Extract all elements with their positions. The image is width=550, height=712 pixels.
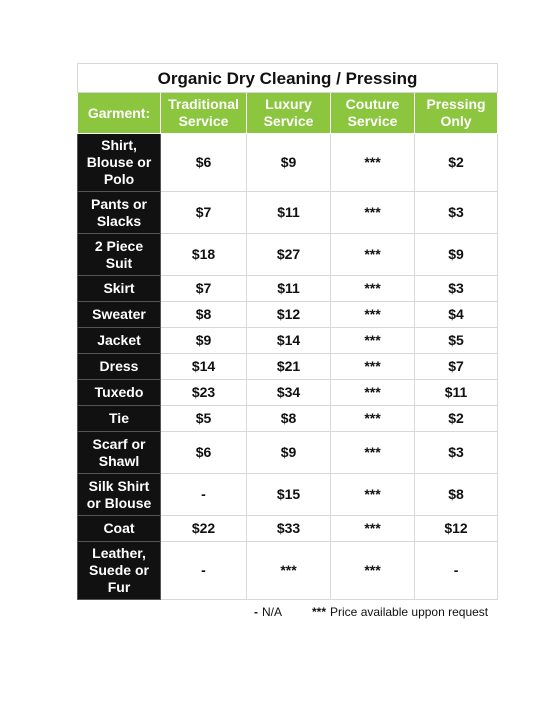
price-cell-luxury: *** xyxy=(247,542,331,600)
price-cell-couture: *** xyxy=(331,302,415,328)
price-cell-couture: *** xyxy=(331,432,415,474)
price-cell-traditional: $7 xyxy=(161,192,247,234)
price-cell-couture: *** xyxy=(331,134,415,192)
price-cell-luxury: $27 xyxy=(247,234,331,276)
price-cell-traditional: $9 xyxy=(161,328,247,354)
price-cell-pressing: $4 xyxy=(415,302,498,328)
legend-request-symbol: *** xyxy=(312,605,327,619)
price-cell-luxury: $8 xyxy=(247,406,331,432)
table-row xyxy=(78,432,498,474)
price-cell-traditional: $18 xyxy=(161,234,247,276)
garment-cell: Coat xyxy=(78,516,161,542)
price-cell-couture: *** xyxy=(331,276,415,302)
price-cell-traditional: $6 xyxy=(161,134,247,192)
table-row xyxy=(78,234,498,276)
legend-na xyxy=(254,605,282,619)
column-header-couture: Couture Service xyxy=(331,93,415,134)
legend-na-text: N/A xyxy=(262,605,283,619)
legend-na-symbol: - xyxy=(254,605,258,619)
price-cell-pressing: $3 xyxy=(415,276,498,302)
price-cell-couture: *** xyxy=(331,516,415,542)
price-cell-pressing: $12 xyxy=(415,516,498,542)
price-cell-luxury: $9 xyxy=(247,432,331,474)
price-cell-luxury: $33 xyxy=(247,516,331,542)
price-cell-pressing: $11 xyxy=(415,380,498,406)
price-cell-pressing: $3 xyxy=(415,432,498,474)
column-header-luxury: Luxury Service xyxy=(247,93,331,134)
table-row xyxy=(78,302,498,328)
price-cell-pressing: $2 xyxy=(415,134,498,192)
price-cell-traditional: $23 xyxy=(161,380,247,406)
table-row xyxy=(78,134,498,192)
price-cell-traditional: $22 xyxy=(161,516,247,542)
price-cell-couture: *** xyxy=(331,354,415,380)
price-table-body xyxy=(78,134,498,600)
price-cell-luxury: $12 xyxy=(247,302,331,328)
price-cell-pressing: $3 xyxy=(415,192,498,234)
price-cell-couture: *** xyxy=(331,542,415,600)
price-cell-pressing: $9 xyxy=(415,234,498,276)
table-row xyxy=(78,276,498,302)
legend-request xyxy=(312,605,488,619)
table-row xyxy=(78,328,498,354)
price-cell-luxury: $11 xyxy=(247,192,331,234)
garment-cell: 2 Piece Suit xyxy=(78,234,161,276)
legend-request-text: Price available uppon request xyxy=(330,605,489,619)
price-cell-couture: *** xyxy=(331,328,415,354)
price-cell-traditional: $6 xyxy=(161,432,247,474)
garment-cell: Scarf or Shawl xyxy=(78,432,161,474)
table-row xyxy=(78,474,498,516)
garment-cell: Pants or Slacks xyxy=(78,192,161,234)
price-cell-traditional: $14 xyxy=(161,354,247,380)
price-cell-luxury: $34 xyxy=(247,380,331,406)
price-cell-luxury: $15 xyxy=(247,474,331,516)
price-cell-couture: *** xyxy=(331,192,415,234)
price-cell-couture: *** xyxy=(331,474,415,516)
garment-cell: Skirt xyxy=(78,276,161,302)
garment-cell: Tuxedo xyxy=(78,380,161,406)
table-row xyxy=(78,406,498,432)
price-cell-luxury: $14 xyxy=(247,328,331,354)
price-cell-luxury: $11 xyxy=(247,276,331,302)
table-title: Organic Dry Cleaning / Pressing xyxy=(78,64,498,93)
column-header-pressing: Pressing Only xyxy=(415,93,498,134)
garment-cell: Leather, Suede or Fur xyxy=(78,542,161,600)
price-cell-pressing: $2 xyxy=(415,406,498,432)
price-cell-pressing: $8 xyxy=(415,474,498,516)
price-cell-luxury: $9 xyxy=(247,134,331,192)
price-cell-traditional: $7 xyxy=(161,276,247,302)
garment-cell: Sweater xyxy=(78,302,161,328)
table-row xyxy=(78,542,498,600)
garment-cell: Dress xyxy=(78,354,161,380)
table-row xyxy=(78,516,498,542)
garment-cell: Silk Shirt or Blouse xyxy=(78,474,161,516)
price-cell-pressing: $5 xyxy=(415,328,498,354)
table-row xyxy=(78,380,498,406)
price-cell-couture: *** xyxy=(331,380,415,406)
table-row xyxy=(78,192,498,234)
table-row xyxy=(78,354,498,380)
column-header-row xyxy=(78,93,498,134)
price-cell-pressing: $7 xyxy=(415,354,498,380)
price-cell-traditional: - xyxy=(161,474,247,516)
garment-cell: Tie xyxy=(78,406,161,432)
price-cell-luxury: $21 xyxy=(247,354,331,380)
price-cell-traditional: $8 xyxy=(161,302,247,328)
garment-cell: Jacket xyxy=(78,328,161,354)
column-header-traditional: Traditional Service xyxy=(161,93,247,134)
price-cell-couture: *** xyxy=(331,234,415,276)
price-cell-traditional: - xyxy=(161,542,247,600)
price-table xyxy=(77,63,498,600)
price-cell-pressing: - xyxy=(415,542,498,600)
garment-cell: Shirt, Blouse or Polo xyxy=(78,134,161,192)
price-cell-couture: *** xyxy=(331,406,415,432)
column-header-garment: Garment: xyxy=(78,93,161,134)
price-cell-traditional: $5 xyxy=(161,406,247,432)
